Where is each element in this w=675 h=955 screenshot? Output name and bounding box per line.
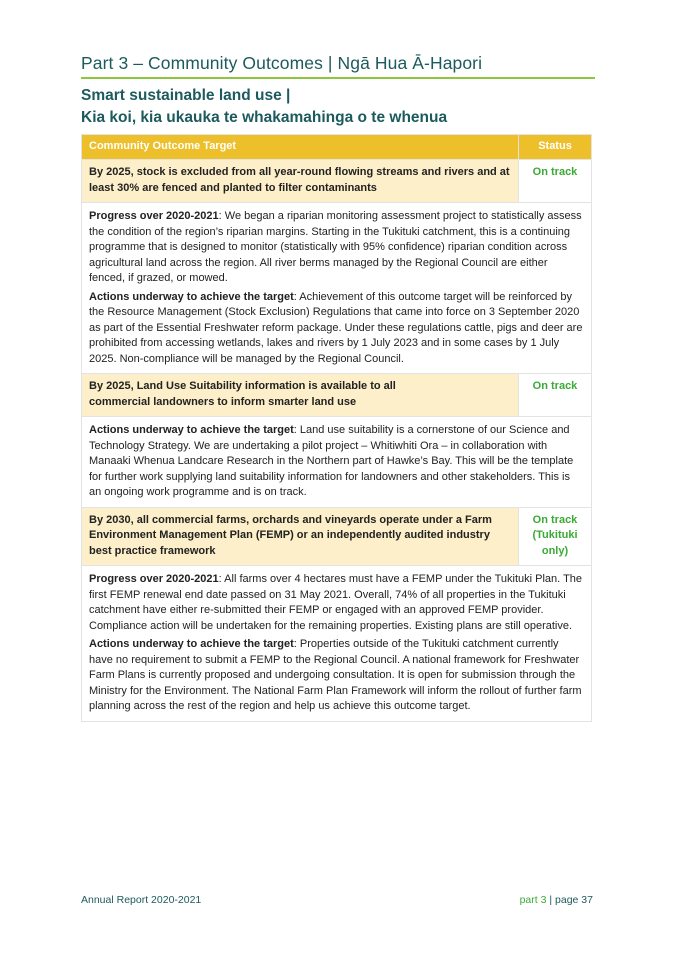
paragraph-text: : Achievement of this outcome target will be reinforced by the Resource Management (Stock Exclusion) Regulations that came into force on 3 September 2020 as part of the Essential Freshwater reform package. Under these regulations cattle, pigs and deer are prohibited from accessing wetlands, lakes and rivers by 1 July 2023 and in some cases by 1 July 2025. Non-compliance will be managed by the Regional Council.: [89, 290, 583, 365]
page-header: [81, 52, 595, 74]
paragraph-text: : We began a riparian monitoring assessment project to statistically assess the condition of the region’s riparian margins. Starting in the Tukituki catchment, this is a continuing programme that is designed to monitor (statistically with 95% confidence) riparian condition across agricultural land across the region. All river berms managed by the Regional Council are either fenced, if grazed, or mowed.: [89, 210, 582, 284]
target-row: [82, 507, 592, 566]
status-badge: On track (Tukituki only): [519, 507, 592, 566]
target-row: [82, 374, 592, 417]
column-header-target: Community Outcome Target: [82, 135, 519, 160]
paragraph-text: : All farms over 4 hectares must have a FEMP under the Tukituki Plan. The first FEMP renewal end date passed on 31 May 2021. Overall, 74% of all properties in the Tukituki catchment have either re-submitted their FEMP or engaged with an approved FEMP provider. Compliance action will be undertaken for the remaining properties. Existing plans are still operative.: [89, 573, 583, 632]
footer-page-number: page 37: [555, 894, 593, 906]
column-header-status: Status: [519, 135, 592, 160]
detail-cell: [82, 203, 592, 374]
paragraph-label: Actions underway to achieve the target: [89, 290, 294, 303]
section-title-line1: Smart sustainable land use |: [81, 87, 291, 104]
paragraph-label: Actions underway to achieve the target: [89, 638, 294, 650]
detail-row: [82, 566, 592, 722]
table-header-row: [82, 135, 592, 160]
detail-row: [82, 417, 592, 508]
part-title: Part 3 – Community Outcomes | Ngā Hua Ā-Hapori: [81, 53, 483, 73]
footer-separator: |: [549, 894, 553, 906]
header-rule: [81, 77, 595, 79]
progress-paragraph: [89, 209, 584, 287]
footer-page-info: [520, 894, 593, 906]
target-text: By 2025, Land Use Suitability information is available to all commercial landowners to inform smarter land use: [82, 374, 519, 417]
target-text: By 2025, stock is excluded from all year-round flowing streams and rivers and at least 30% are fenced and planted to filter contaminants: [82, 160, 519, 203]
progress-paragraph: [89, 572, 584, 634]
detail-row: [82, 203, 592, 374]
paragraph-label: Progress over 2020-2021: [89, 210, 219, 222]
target-text: By 2030, all commercial farms, orchards and vineyards operate under a Farm Environment Management Plan (FEMP) or an independently audited industry best practice framework: [82, 507, 519, 566]
detail-cell: [82, 566, 592, 722]
actions-paragraph: [89, 290, 584, 368]
footer-report-title: Annual Report 2020-2021: [81, 894, 202, 906]
status-badge: On track: [519, 160, 592, 203]
status-badge: On track: [519, 374, 592, 417]
detail-cell: [82, 417, 592, 508]
paragraph-label: Progress over 2020-2021: [89, 573, 219, 585]
footer-part: part 3: [519, 894, 547, 906]
actions-paragraph: [89, 637, 584, 715]
paragraph-text: : Land use suitability is a cornerstone of our Science and Technology Strategy. We are undertaking a pilot project – Whitiwhiti Ora – in collaboration with Manaaki Whenua Landcare Research in the Northern part of Hawke’s Bay. This will be the template for further work supplying land suitability information for landowners and other stakeholders. This is an ongoing work programme and is on track.: [89, 424, 574, 498]
actions-paragraph: [89, 423, 584, 501]
paragraph-label: Actions underway to achieve the target: [89, 424, 294, 436]
outcomes-table: [81, 134, 592, 722]
target-row: [82, 160, 592, 203]
section-title: [81, 85, 595, 129]
paragraph-text: : Properties outside of the Tukituki catchment currently have no requirement to submit a FEMP to the Regional Council. A national framework for Freshwater Farm Plans is currently proposed and undergoing consultation. It is open for submission through the Ministry for the Environment. The National Farm Plan Framework will inform the rollout of further farm planning across the rest of the region and help us achieve this outcome target.: [89, 638, 582, 712]
section-title-line2: Kia koi, kia ukauka te whakamahinga o te whenua: [81, 109, 448, 126]
